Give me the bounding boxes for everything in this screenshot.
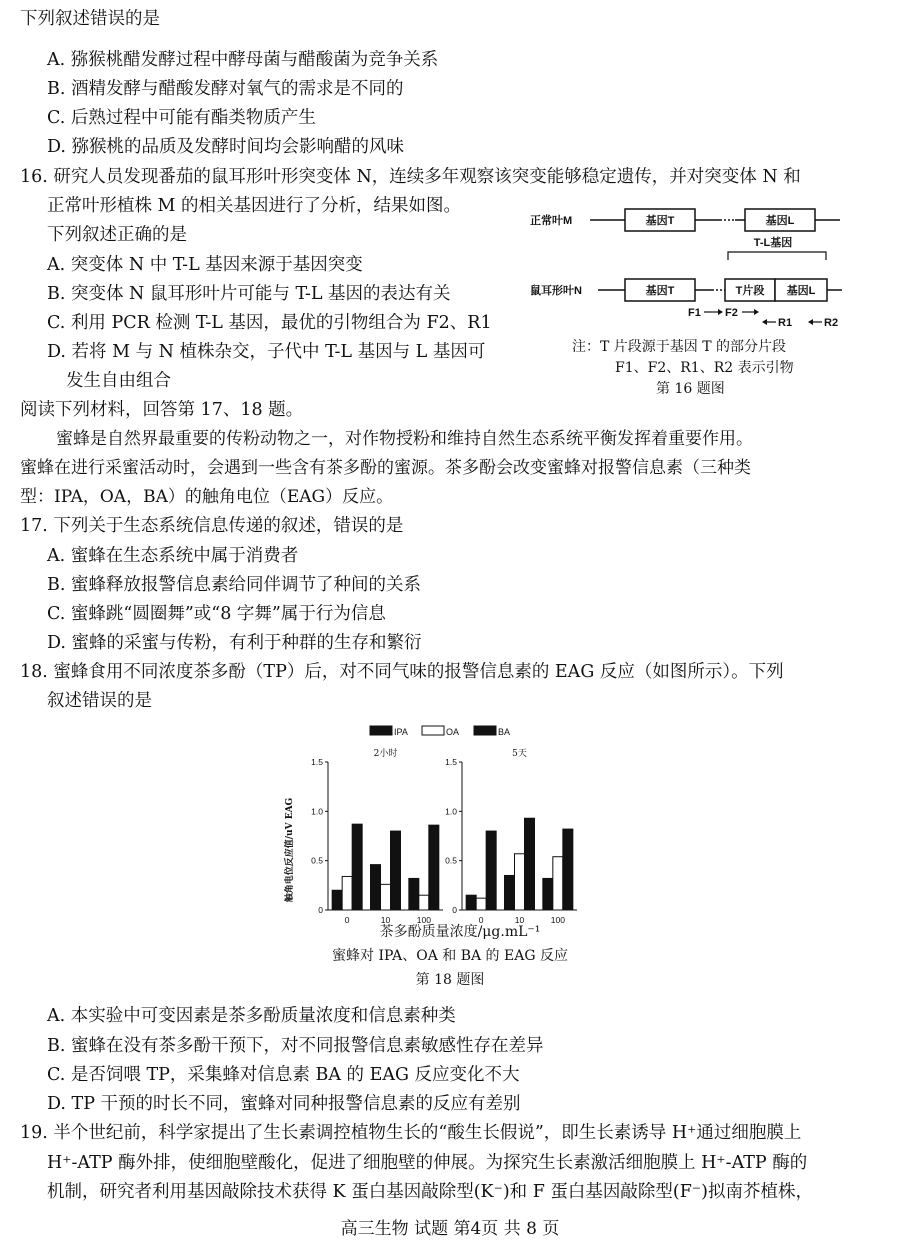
gene-l-label: 基因L	[765, 215, 795, 227]
bar-oa	[476, 898, 486, 910]
question-17-option-a: A. 蜜蜂在生态系统中属于消费者	[47, 546, 299, 566]
question-19-line-1: 19. 半个世纪前，科学家提出了生长素调控植物生长的“酸生长假说”，即生长素诱导 H⁺通过细胞膜上	[20, 1123, 802, 1143]
y-tick-label: 1.0	[445, 806, 457, 817]
x-tick-label: 0	[478, 915, 484, 925]
figure-18-bar-chart	[270, 720, 630, 990]
bar-oa	[553, 857, 563, 910]
gene-l-label-mutant: 基因L	[786, 285, 816, 297]
material-line-1: 蜜蜂是自然界最重要的传粉动物之一，对作物授粉和维持自然生态系统平衡发挥着重要作用。	[56, 429, 753, 449]
figure-16-note-2: F1、F2、R1、R2 表示引物	[615, 360, 794, 376]
primer-f1: F1	[688, 307, 701, 319]
t-fragment-label: T片段	[735, 285, 765, 297]
gene-t-label: 基因T	[645, 215, 675, 227]
bar-ipa	[371, 865, 381, 910]
mutant-leaf-label: 鼠耳形叶N	[530, 285, 582, 297]
question-19-line-3: 机制，研究者利用基因敲除技术获得 K 蛋白基因敲除型(K⁻)和 F 蛋白基因敲除型(F⁻)拟南芥植株，	[47, 1182, 813, 1202]
material-line-2: 蜜蜂在进行采蜜活动时，会遇到一些含有茶多酚的蜜源。茶多酚会改变蜜蜂对报警信息素（三种类	[20, 458, 751, 478]
question-18-option-a: A. 本实验中可变因素是茶多酚质量浓度和信息素种类	[47, 1006, 456, 1026]
bar-oa	[342, 876, 352, 910]
primer-r1: R1	[778, 317, 793, 329]
question-16-stem-2: 正常叶形植株 M 的相关基因进行了分析，结果如图。	[47, 196, 462, 216]
panel-title-1: 2小时	[373, 749, 398, 759]
gene-t-label-mutant: 基因T	[645, 285, 675, 297]
figure-18-caption-2: 第 18 题图	[415, 972, 485, 988]
normal-leaf-label: 正常叶M	[530, 215, 573, 227]
bar-ba	[429, 825, 439, 910]
question-16-option-b: B. 突变体 N 鼠耳形叶片可能与 T-L 基因的表达有关	[47, 284, 451, 304]
legend-swatch-oa	[422, 726, 444, 735]
y-axis-label: 触角电位反应值/uV EAG	[285, 797, 295, 903]
question-16-option-a: A. 突变体 N 中 T-L 基因来源于基因突变	[47, 255, 363, 275]
option-d: D. 猕猴桃的品质及发酵时间均会影响醋的风味	[47, 137, 405, 157]
bar-ba	[563, 829, 573, 910]
question-17-option-c: C. 蜜蜂跳“圆圈舞”或“8 字舞”属于行为信息	[47, 604, 386, 624]
question-stem: 下列叙述错误的是	[20, 9, 160, 29]
material-line-3: 型：IPA，OA，BA）的触角电位（EAG）反应。	[20, 487, 394, 507]
panel-title-2: 5天	[512, 749, 527, 759]
y-tick-label: 1.5	[311, 757, 323, 767]
bar-ba	[391, 831, 401, 910]
bar-ipa	[466, 895, 476, 910]
y-tick-label: 0	[452, 905, 457, 915]
primer-r2: R2	[824, 317, 839, 329]
legend-label-ipa: IPA	[394, 727, 408, 737]
question-16-option-d-2: 发生自由组合	[66, 371, 171, 391]
y-tick-label: 0	[318, 905, 323, 915]
question-17-stem: 17. 下列关于生态系统信息传递的叙述，错误的是	[20, 516, 404, 536]
question-16-option-c: C. 利用 PCR 检测 T-L 基因，最优的引物组合为 F2、R1	[47, 313, 492, 333]
question-18-stem: 18. 蜜蜂食用不同浓度茶多酚（TP）后，对不同气味的报警信息素的 EAG 反应（如图所示）。下列	[20, 662, 784, 682]
y-tick-label: 1.0	[311, 806, 323, 817]
question-19-line-2: H⁺-ATP 酶外排，使细胞壁酸化，促进了细胞壁的伸展。为探究生长素激活细胞膜上 H⁺-ATP 酶的	[47, 1153, 808, 1173]
question-16-prompt: 下列叙述正确的是	[47, 225, 187, 245]
legend-swatch-ipa	[370, 726, 392, 735]
bar-ba	[352, 824, 362, 910]
figure-18-caption-1: 蜜蜂对 IPA、OA 和 BA 的 EAG 反应	[332, 948, 568, 964]
x-tick-label: 100	[416, 915, 431, 925]
page-footer: 高三生物 试题 第4页 共 8 页	[340, 1219, 560, 1239]
option-b: B. 酒精发酵与醋酸发酵对氧气的需求是不同的	[47, 79, 404, 99]
x-tick-label: 0	[344, 915, 350, 925]
y-tick-label: 0.5	[311, 855, 323, 866]
bar-oa	[419, 895, 429, 910]
x-tick-label: 10	[514, 915, 525, 925]
bar-ipa	[543, 878, 553, 910]
question-18-option-d: D. TP 干预的时长不同，蜜蜂对同种报警信息素的反应有差别	[47, 1094, 521, 1114]
bar-ba	[525, 818, 535, 910]
legend-label-ba: BA	[498, 727, 511, 737]
question-18-stem-2: 叙述错误的是	[47, 691, 152, 711]
question-18-option-b: B. 蜜蜂在没有茶多酚干预下，对不同报警信息素敏感性存在差异	[47, 1036, 544, 1056]
x-tick-label: 100	[550, 915, 565, 925]
bar-oa	[381, 884, 391, 910]
bar-oa	[515, 854, 525, 910]
question-16-stem: 16. 研究人员发现番茄的鼠耳形叶形突变体 N，连续多年观察该突变能够稳定遗传，并对突变体 N 和	[20, 167, 801, 187]
figure-16-gene-diagram	[520, 198, 890, 408]
bar-ipa	[505, 875, 515, 910]
primer-f2: F2	[725, 307, 738, 319]
bar-ipa	[332, 890, 342, 910]
option-a: A. 猕猴桃醋发酵过程中酵母菌与醋酸菌为竞争关系	[47, 50, 439, 70]
question-17-option-d: D. 蜜蜂的采蜜与传粉，有利于种群的生存和繁衍	[47, 633, 422, 653]
tl-gene-label: T-L基因	[753, 237, 793, 249]
y-tick-label: 1.5	[445, 757, 457, 767]
reading-instruction: 阅读下列材料，回答第 17、18 题。	[20, 400, 304, 420]
option-c: C. 后熟过程中可能有酯类物质产生	[47, 108, 316, 128]
legend-swatch-ba	[474, 726, 496, 735]
figure-16-caption: 第 16 题图	[656, 381, 725, 397]
x-axis-label: 茶多酚质量浓度/μg.mL⁻¹	[379, 924, 541, 940]
y-tick-label: 0.5	[445, 855, 457, 866]
question-17-option-b: B. 蜜蜂释放报警信息素给同伴调节了种间的关系	[47, 575, 421, 595]
bar-ba	[486, 831, 496, 910]
question-18-option-c: C. 是否饲喂 TP，采集蜂对信息素 BA 的 EAG 反应变化不大	[47, 1065, 520, 1085]
question-16-option-d: D. 若将 M 与 N 植株杂交，子代中 T-L 基因与 L 基因可	[47, 342, 486, 362]
x-tick-label: 10	[380, 915, 391, 925]
figure-16-note-1: 注：T 片段源于基因 T 的部分片段	[572, 339, 787, 355]
bar-ipa	[409, 878, 419, 910]
legend-label-oa: OA	[446, 727, 460, 737]
